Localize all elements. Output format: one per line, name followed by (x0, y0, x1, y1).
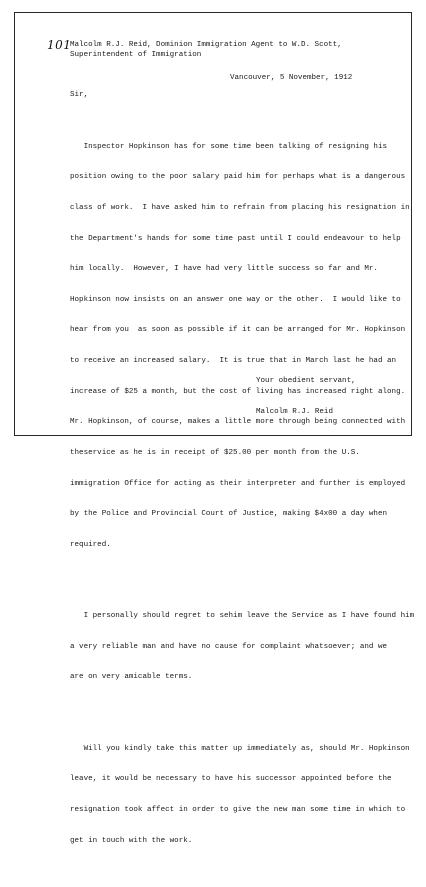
body-line: get in touch with the work. (70, 836, 193, 845)
paragraph-1 (70, 121, 414, 570)
letter-heading-line-2: Superintendent of Immigration (70, 51, 202, 59)
body-line: Will you kindly take this matter up immediately as, should Mr. Hopkinson (70, 744, 410, 753)
body-line: required. (70, 540, 111, 549)
body-line: hear from you as soon as possible if it can be arranged for Mr. Hopkinson (70, 326, 406, 335)
body-line: immigration Office for acting as their interpreter and further is employed (70, 479, 406, 488)
signature-line: Malcolm R.J. Reid (256, 408, 333, 417)
handwritten-page-number: 101 (47, 38, 72, 52)
body-line: are on very amicable terms. (70, 673, 193, 682)
body-line: increase of $25 a month, but the cost of living has increased right along. (70, 387, 406, 396)
body-line: I personally should regret to sehim leave the Service as I have found him (70, 612, 415, 621)
body-line: the Department's hands for some time past until I could endeavour to help (70, 234, 401, 243)
letter-dateline: Vancouver, 5 November, 1912 (230, 74, 353, 82)
body-line: Mr. Hopkinson, of course, makes a little more through being connected with (70, 418, 406, 427)
body-line: by the Police and Provincial Court of Justice, making $4x00 a day when (70, 510, 388, 519)
letter-closing (256, 356, 356, 438)
body-line: Inspector Hopkinson has for some time been talking of resigning his (70, 142, 388, 151)
body-line: position owing to the poor salary paid him for perhaps what is a dangerous (70, 173, 406, 182)
paragraph-2 (70, 591, 414, 703)
body-line: Hopkinson now insists on an answer one way or the other. I would like to (70, 295, 401, 304)
closing-line: Your obedient servant, (256, 377, 356, 386)
paragraph-3 (70, 723, 414, 866)
body-line: him locally. However, I have had very little success so far and Mr. (70, 265, 378, 274)
body-line: theservice as he is in receipt of $25.00 per month from the U.S. (70, 448, 360, 457)
letter-salutation: Sir, (70, 91, 89, 99)
body-line: a very reliable man and have no cause for complaint whatsoever; and we (70, 642, 388, 651)
body-line: class of work. I have asked him to refrain from placing his resignation in (70, 204, 410, 213)
body-line: to receive an increased salary. It is true that in March last he had an (70, 357, 397, 366)
body-line: leave, it would be necessary to have his successor appointed before the (70, 775, 392, 784)
letter-heading-line-1: Malcolm R.J. Reid, Dominion Immigration Agent to W.D. Scott, (70, 41, 342, 49)
body-line: resignation took affect in order to give the new man some time in which to (70, 806, 406, 815)
letter-body (70, 101, 414, 887)
